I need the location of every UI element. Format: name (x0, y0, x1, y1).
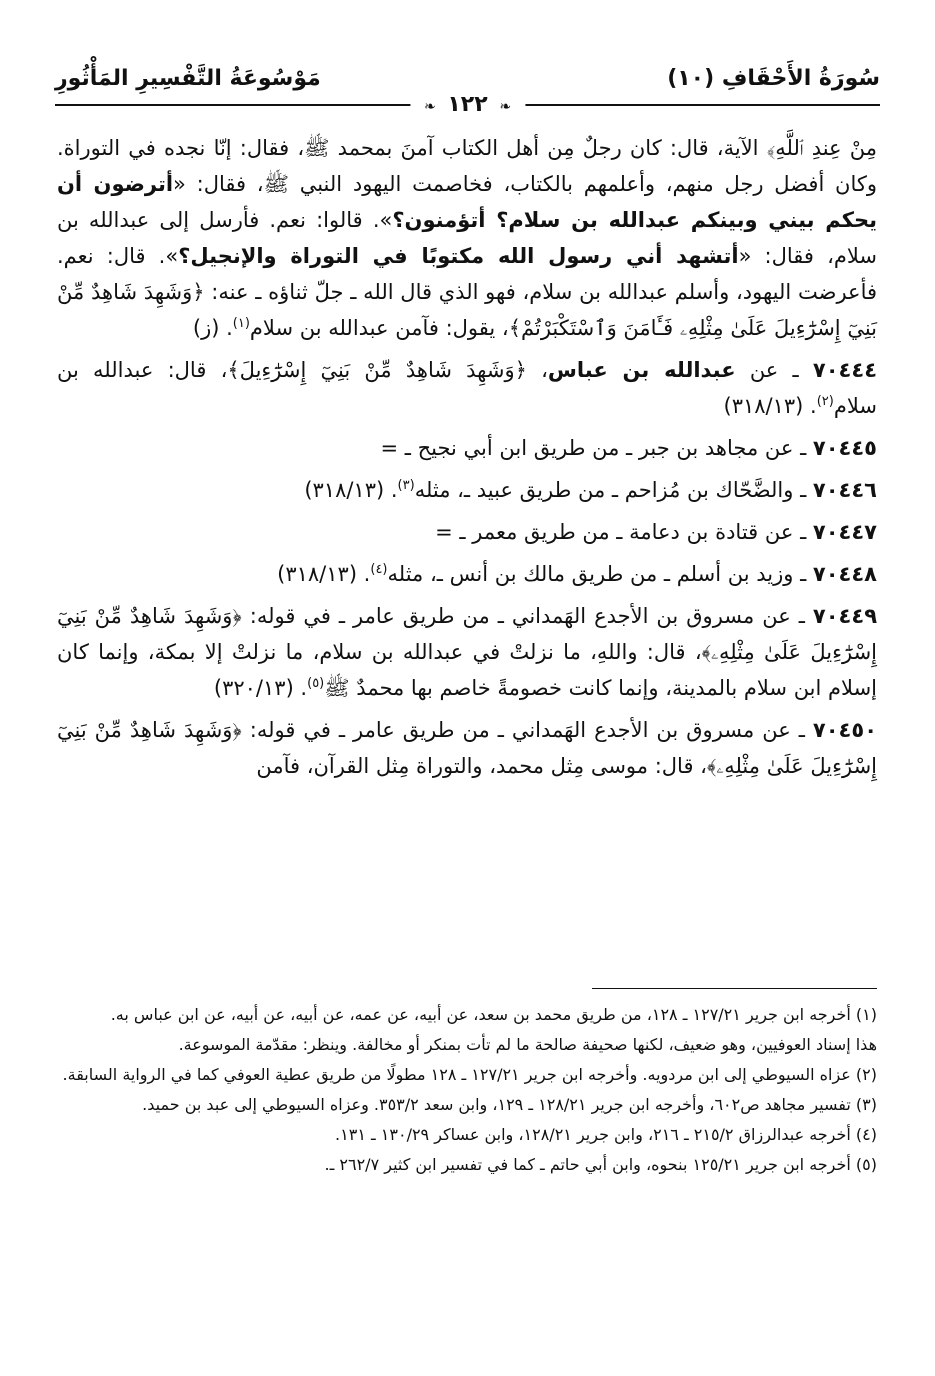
paragraph-intro (57, 130, 877, 346)
text-run: ـ عن مسروق بن الأجدع الهَمداني ـ من طريق عامر ـ في قوله: (241, 604, 813, 628)
ornament-icon: ❧ (423, 99, 436, 115)
footnote-marker: (٤) (370, 562, 388, 577)
quran-verse: ﴿وَشَهِدَ شَاهِدٌ مِّنْ بَنِيٓ إِسْرَٰٓءِيلَ عَلَىٰ مِثْلِهِۦ فَـَٔامَنَ وَٱسْتَكْبَرْتُمْ﴾ (57, 280, 877, 340)
entry-7449 (57, 598, 877, 706)
footnote-3: (٣) تفسير مجاهد ص٦٠٢، وأخرجه ابن جرير ١٢٨/٢١ ـ ١٢٩، وابن سعد ٣٥٣/٢. وعزاه السيوطي إلى عبد بن حميد. (142, 1095, 877, 1114)
footnote-5: (٥) أخرجه ابن جرير ١٢٥/٢١ بنحوه، وابن أبي حاتم ـ كما في تفسير ابن كثير ٢٦٢/٧ ـ. (324, 1155, 877, 1174)
text-run: نجده في التوراة. وكان أفضل رجل منهم، وأعلمهم بالكتاب، فخاصمت اليهود (57, 136, 877, 196)
footnote-marker: (٣) (397, 478, 415, 493)
text-run: ـ عن قتادة بن دعامة ـ من طريق معمر ـ = (435, 520, 813, 544)
entry-number: ٧٠٤٥٠ (812, 718, 878, 742)
text-run: ـ وزيد بن أسلم ـ من طريق مالك بن أنس ـ، مثله (387, 562, 813, 586)
footnote-1: (١) أخرجه ابن جرير ١٢٧/٢١ ـ ١٢٨، من طريق محمد بن سعد، عن أبيه، عن عمه، عن أبيه، عن أبيه، عن ابن عباس به. (110, 1005, 877, 1024)
footnote-marker: (٢) (816, 394, 834, 409)
page-number: ١٢٢ (447, 92, 488, 117)
entry-7448 (57, 556, 877, 592)
reference: . (٣١٨/١٣) (304, 478, 398, 502)
entry-number: ٧٠٤٤٥ (812, 436, 877, 460)
text-run: ـ عن (735, 358, 813, 382)
page-header (55, 58, 880, 117)
entry-number: ٧٠٤٤٧ (812, 520, 877, 544)
entry-7450 (57, 712, 877, 784)
text-run: قالوا: نعم. فأرسل إلى عبدالله بن سلام، فقال: « (57, 208, 877, 268)
hadith-quote: أترضون أن يحكم بيني وبينكم عبدالله بن سلام؟ أتؤمنون؟ (57, 172, 878, 232)
surah-title: سُورَةُ الأَحْقَافِ (١٠) (667, 66, 880, 91)
main-text (57, 130, 877, 790)
quran-verse: ﴿وَشَهِدَ شَاهِدٌ مِّنْ بَنِيٓ إِسْرَٰٓءِيلَ عَلَىٰ مِثْلِهِۦ﴾ (57, 718, 877, 778)
reference: . (٣١٨/١٣) (277, 562, 371, 586)
reference: . (٣٢٠/١٣) (213, 676, 308, 700)
reference: . (٣١٨/١٣) (723, 394, 817, 418)
narrator-name: عبدالله بن عباس (547, 358, 736, 382)
entry-number: ٧٠٤٤٦ (812, 478, 877, 502)
entry-number: ٧٠٤٤٩ (812, 604, 878, 628)
text-run: ـ عن مجاهد بن جبر ـ من طريق ابن أبي نجيح ـ = (380, 436, 813, 460)
quran-verse: ﴿وَشَهِدَ شَاهِدٌ مِّنْ بَنِيٓ إِسْرَٰٓءِيلَ عَلَىٰ مِثْلِهِۦ﴾ (57, 604, 877, 664)
text-run: ، يقول: فآمن عبدالله بن سلام (249, 316, 509, 340)
text-run: ، قال: واللهِ، ما نزلتْ في عبدالله بن سلام، ما نزلتْ إلا بمكة، وإنما كان إسلام ابن سلام بالمدينة، وإنما كانت خصومةً خاصم بها محمدٌ ﷺ (57, 640, 877, 700)
quran-verse: ﴿وَشَهِدَ شَاهِدٌ مِّنْ بَنِيٓ إِسْرَٰٓءِيلَ﴾ (227, 358, 527, 382)
text-run: ـ والضَّحّاك بن مُزاحم ـ من طريق عبيد ـ، مثله (414, 478, 813, 502)
text-run: ـ عن مسروق بن الأجدع الهَمداني ـ من طريق عامر ـ في قوله: (241, 718, 813, 742)
text-run: مِنْ عِندِ ٱللَّهِ﴾ الآية، قال: كان رجلٌ مِن أهل الكتاب آمنَ بمحمد ﷺ، فقال: إنّا (213, 136, 877, 160)
footnotes (57, 1000, 877, 1180)
footnote-4: (٤) أخرجه عبدالرزاق ٢١٥/٢ ـ ٢١٦، وابن جرير ١٢٨/٢١، وابن عساكر ١٣٠/٢٩ ـ ١٣١. (335, 1125, 877, 1144)
entry-7446 (57, 472, 877, 508)
text-run: ، قال: موسى مِثل محمد، والتوراة مِثل القرآن، فآمن (256, 754, 707, 778)
hadith-quote: أتشهد أني رسول الله مكتوبًا في التوراة والإنجيل؟ (178, 244, 739, 268)
text-run: ». قال: نعم. فأعرضت اليهود، وأسلم عبدالله بن سلام، فهو الذي قال الله ـ جلّ ثناؤه ـ عنه: (57, 244, 878, 304)
reference: . (ز) (192, 316, 233, 340)
entry-7445 (57, 430, 877, 466)
entry-number: ٧٠٤٤٨ (812, 562, 877, 586)
entry-number: ٧٠٤٤٤ (812, 358, 878, 382)
page-number-box (410, 92, 525, 117)
ornament-icon: ❧ (499, 99, 512, 115)
footnote-1-note: هذا إسناد العوفيين، وهو ضعيف، لكنها صحيفة صالحة ما لم تأت بمنكر أو مخالفة. وينظر: مقدّمة الموسوعة. (178, 1035, 877, 1054)
footnote-marker: (١) (232, 316, 250, 331)
text-run: ، قال: عبدالله بن سلام (57, 358, 877, 418)
book-title: مَوْسُوعَةُ التَّفْسِيرِ المَأْثُورِ (55, 66, 321, 91)
entry-7444 (57, 352, 877, 424)
footnote-separator (592, 988, 877, 989)
footnote-marker: (٥) (307, 676, 325, 691)
entry-7447 (57, 514, 877, 550)
text-run: ، (526, 358, 548, 382)
text-run: النبي ﷺ، فقال: « (173, 172, 343, 196)
footnote-2: (٢) عزاه السيوطي إلى ابن مردويه. وأخرجه ابن جرير ١٢٧/٢١ ـ ١٢٨ مطولًا من طريق عطية العوفي كما في الرواية السابقة. (62, 1065, 877, 1084)
text-run: ». (372, 208, 393, 232)
